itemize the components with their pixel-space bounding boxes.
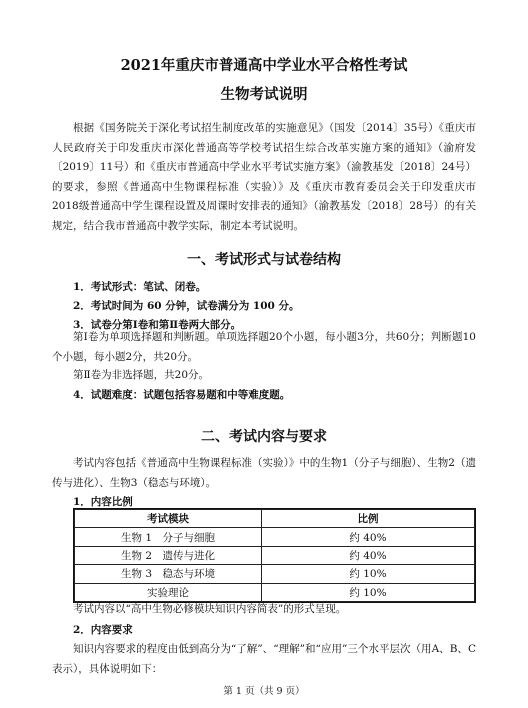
paper-one-description: 第Ⅰ卷为单项选择题和判断题。单项选择题20个小题，每小题3分，共60分；判断题10个小题，每小题2分，共20分。 [52, 331, 476, 363]
list-item-exam-form: 1．考试形式：笔试、闭卷。 [73, 281, 207, 293]
table-cell-ratio: 约 40% [262, 546, 475, 564]
list-item-exam-time: 2．考试时间为 60 分钟，试卷满分为 100 分。 [73, 300, 300, 312]
table-cell-ratio: 约 10% [262, 565, 475, 583]
section-heading-form-structure: 一、考试形式与试卷结构 [187, 252, 341, 268]
table-cell-module: 实验理论 [75, 583, 262, 601]
table-header-module: 考试模块 [75, 510, 262, 528]
table-cell-module: 生物 3 稳态与环境 [75, 565, 262, 583]
levels-paragraph: 知识内容要求的程度由低到高分为“了解”、“理解”和“应用”三个水平层次（用A、B、C表示），具体说明如下： [52, 643, 476, 675]
table-cell-module: 生物 1 分子与细胞 [75, 528, 262, 546]
table-cell-ratio: 约 10% [262, 583, 475, 601]
table-row [75, 528, 475, 546]
list-item-difficulty: 4．试题难度：试题包括容易题和中等难度题。 [73, 389, 291, 401]
table-cell-ratio: 约 40% [262, 528, 475, 546]
list-item-paper-parts: 3．试卷分第Ⅰ卷和第Ⅱ卷两大部分。 [73, 319, 242, 331]
paper-two-description: 第Ⅱ卷为非选择题，共20分。 [73, 369, 209, 381]
table-row [75, 565, 475, 583]
subheading-content-ratio: 1．内容比例 [73, 496, 133, 508]
subheading-content-requirements: 2．内容要求 [73, 624, 133, 636]
page-footer: 第 1 页（共 9 页） [223, 686, 305, 697]
section-heading-content-requirements: 二、考试内容与要求 [201, 429, 327, 445]
document-title: 2021年重庆市普通高中学业水平合格性考试 [120, 57, 408, 74]
intro-paragraph: 根据《国务院关于深化考试招生制度改革的实施意见》（国发〔2014〕35号）《重庆市人民政府关于印发重庆市深化普通高等学校考试招生综合改革实施方案的通知》（渝府发〔2019〕11号）和《重庆市普通高中学业水平考试实施方案》（渝教基发〔2018〕24号）的要求，参照《普通高中生物课程标准（实验）》及《重庆市教育委员会关于印发重庆市2018级普通高中学生课程设置及周课时安排表的通知》（渝教基发〔2018〕28号）的有关规定，结合我市普通高中教学实际，制定本考试说明。 [52, 122, 476, 232]
table-header-row [75, 510, 475, 528]
content-note-paragraph: 考试内容以“高中生物必修模块知识内容简表”的形式呈现。 [73, 603, 347, 615]
document-subtitle: 生物考试说明 [220, 86, 308, 103]
content-ratio-table [74, 509, 475, 602]
content-paragraph: 考试内容包括《普通高中生物课程标准（实验）》中的生物1（分子与细胞）、生物2（遗传与进化）、生物3（稳态与环境）。 [52, 457, 476, 489]
table-row [75, 583, 475, 601]
table-cell-module: 生物 2 遗传与进化 [75, 546, 262, 564]
table-row [75, 546, 475, 564]
table-header-ratio: 比例 [262, 510, 475, 528]
